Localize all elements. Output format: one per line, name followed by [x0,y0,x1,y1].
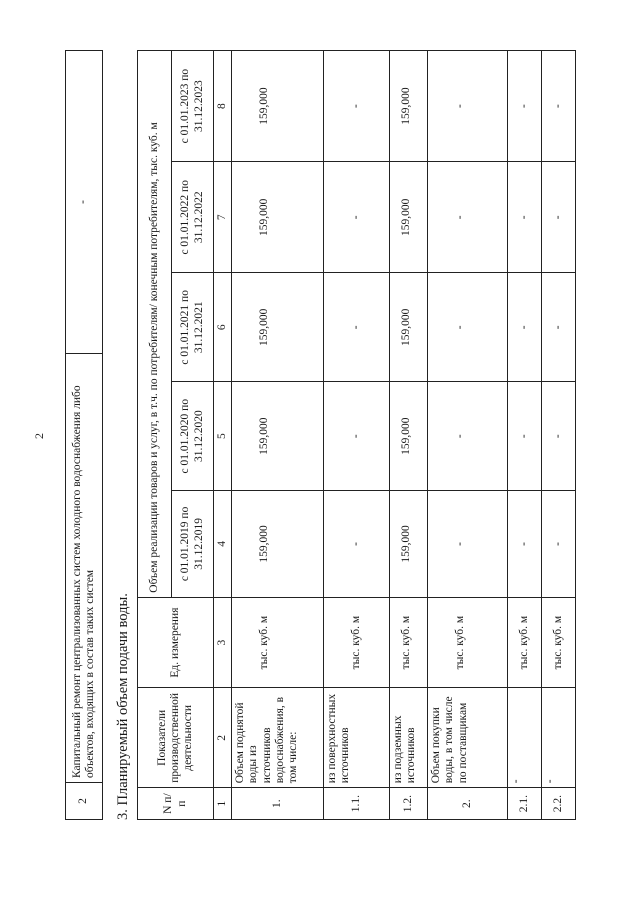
row-indicator: - [508,688,542,788]
row-value: 159,000 [232,162,324,273]
row-unit: тыс. куб. м [428,597,508,688]
row-unit: тыс. куб. м [390,597,428,688]
header-period: с 01.01.2020 по 31.12.2020 [172,382,214,491]
row-value: - [428,382,508,491]
column-number: 6 [214,273,232,382]
header-group-title: Объем реализации товаров и услуг, в т.ч. по потребителям/ конечным потребителям, тыс. куб. м [138,51,172,598]
row-value: - [508,382,542,491]
row-description: Капитальный ремонт централизованных систем холодного водоснабжения либо объектов, входящих в состав таких систем [66,354,103,783]
capital-repair-table [65,50,103,820]
row-value: - [428,51,508,162]
row-number: 2 [66,783,103,820]
section-title: 3. Планируемый объем подачи воды. [115,593,131,820]
row-value: - [324,382,390,491]
row-value: - [542,491,576,598]
row-indicator: Объем покупки воды, в том числе по поставщикам [428,688,508,788]
water-supply-table [137,50,576,820]
row-value: - [508,491,542,598]
column-numbers-row [214,51,232,820]
row-value: - [508,162,542,273]
row-value: 159,000 [232,491,324,598]
header-num: N п/п [138,788,214,820]
row-value: - [66,51,103,354]
row-value: - [508,51,542,162]
row-num: 1.2. [390,788,428,820]
column-number: 7 [214,162,232,273]
row-value: - [542,51,576,162]
table-row [232,51,324,820]
table-row [66,51,103,820]
row-value: - [324,491,390,598]
row-indicator: из подземных источников [390,688,428,788]
row-unit: тыс. куб. м [542,597,576,688]
row-unit: тыс. куб. м [232,597,324,688]
row-num: 2. [428,788,508,820]
table-row [324,51,390,820]
row-value: - [428,491,508,598]
column-number: 5 [214,382,232,491]
row-num: 1.1. [324,788,390,820]
row-unit: тыс. куб. м [508,597,542,688]
row-indicator: - [542,688,576,788]
row-value: 159,000 [232,382,324,491]
row-indicator: из поверхностных источников [324,688,390,788]
header-row [138,51,172,820]
row-num: 2.1. [508,788,542,820]
row-value: - [324,273,390,382]
column-number: 8 [214,51,232,162]
row-value: 159,000 [390,51,428,162]
rotated-page-content [65,50,625,820]
row-value: 159,000 [390,273,428,382]
row-value: - [324,162,390,273]
table-row [542,51,576,820]
table-row [390,51,428,820]
row-value: - [428,273,508,382]
row-value: 159,000 [390,491,428,598]
row-num: 1. [232,788,324,820]
row-value: - [324,51,390,162]
header-indicator: Показатели производственной деятельности [138,688,214,788]
header-period: с 01.01.2021 по 31.12.2021 [172,273,214,382]
column-number: 3 [214,597,232,688]
table-row [508,51,542,820]
column-number: 1 [214,788,232,820]
page-number: 2 [32,433,46,439]
row-value: - [542,382,576,491]
table-row [428,51,508,820]
row-value: 159,000 [232,51,324,162]
row-value: - [542,162,576,273]
header-unit: Ед. измерения [138,597,214,688]
row-value: 159,000 [390,382,428,491]
column-number: 2 [214,688,232,788]
row-value: - [508,273,542,382]
row-value: 159,000 [390,162,428,273]
header-period: с 01.01.2019 по 31.12.2019 [172,491,214,598]
row-num: 2.2. [542,788,576,820]
column-number: 4 [214,491,232,598]
header-period: с 01.01.2022 по 31.12.2022 [172,162,214,273]
row-value: 159,000 [232,273,324,382]
row-value: - [542,273,576,382]
row-unit: тыс. куб. м [324,597,390,688]
header-period: с 01.01.2023 по 31.12.2023 [172,51,214,162]
row-indicator: Объем поднятой воды из источников водоснабжения, в том числе: [232,688,324,788]
row-value: - [428,162,508,273]
